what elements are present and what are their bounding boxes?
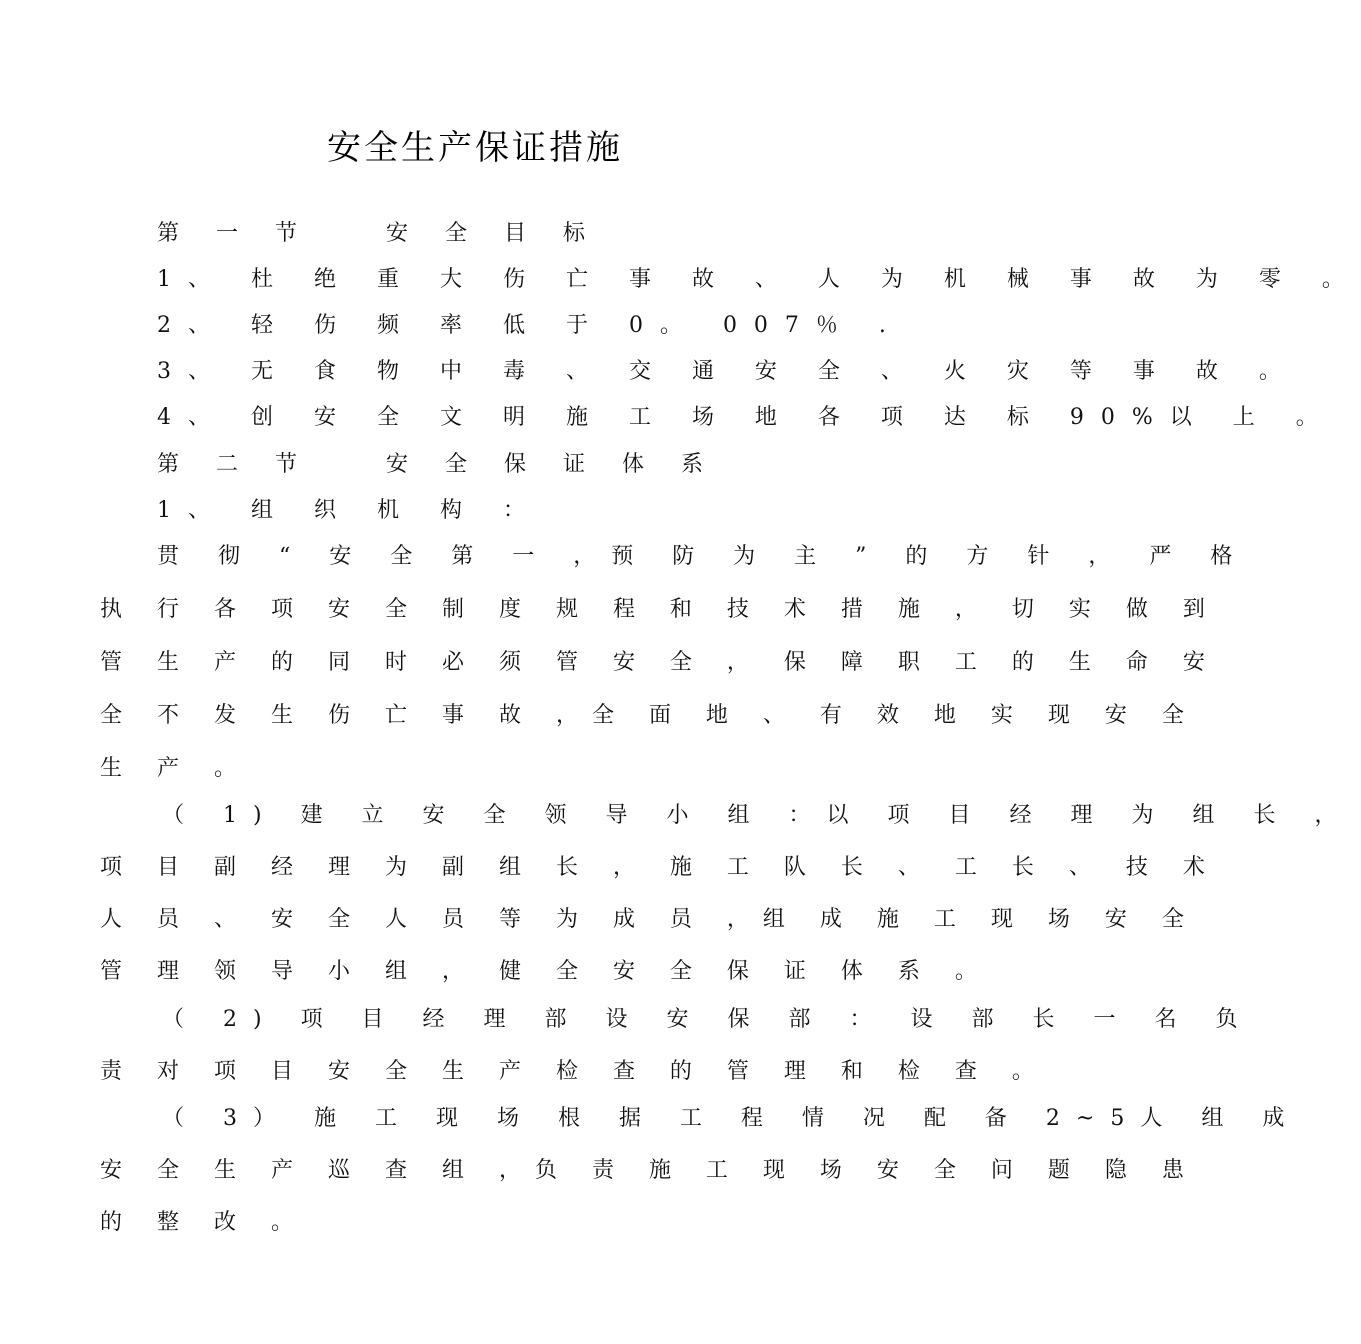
paragraph-line: 人 员 、 安 全 人 员 等 为 成 员 ，组 成 施 工 现 场 安 全 xyxy=(100,907,1198,932)
paragraph-line: 的 整 改 。 xyxy=(100,1210,307,1235)
goal-item-1: 1、 杜 绝 重 大 伤 亡 事 故 、 人 为 机 械 事 故 为 零 。 xyxy=(157,267,1361,292)
paragraph-line: 安 全 生 产 巡 查 组 ，负 责 施 工 现 场 安 全 问 题 隐 患 xyxy=(100,1158,1198,1183)
paragraph-line: 责 对 项 目 安 全 生 产 检 查 的 管 理 和 检 查 。 xyxy=(100,1059,1048,1084)
paragraph-line: （ 1) 建 立 安 全 领 导 小 组 ：以 项 目 经 理 为 组 长 ， xyxy=(162,803,1353,828)
paragraph-line: （ 3） 施 工 现 场 根 据 工 程 情 况 配 备 2~5人 组 成 xyxy=(162,1106,1301,1131)
document-title: 安全生产保证措施 xyxy=(327,128,623,168)
paragraph-line: 全 不 发 生 伤 亡 事 故 ，全 面 地 、 有 效 地 实 现 安 全 xyxy=(100,703,1198,728)
paragraph-line: 项 目 副 经 理 为 副 组 长 ， 施 工 队 长 、 工 长 、 技 术 xyxy=(100,855,1219,880)
section-heading-1: 第 一 节 安 全 目 标 xyxy=(157,221,600,246)
paragraph-line: 管 生 产 的 同 时 必 须 管 安 全 ， 保 障 职 工 的 生 命 安 xyxy=(100,650,1219,675)
paragraph-line: 贯 彻 “ 安 全 第 一 ，预 防 为 主 ” 的 方 针 ， 严 格 xyxy=(157,544,1249,569)
paragraph-line: 执 行 各 项 安 全 制 度 规 程 和 技 术 措 施 ， 切 实 做 到 xyxy=(100,597,1219,622)
goal-item-4: 4、 创 安 全 文 明 施 工 场 地 各 项 达 标 90%以 上 。 xyxy=(157,405,1335,430)
goal-item-3: 3、 无 食 物 中 毒 、 交 通 安 全 、 火 灾 等 事 故 。 xyxy=(157,359,1298,384)
paragraph-line: 管 理 领 导 小 组 ， 健 全 安 全 保 证 体 系 。 xyxy=(100,959,991,984)
paragraph-line: （ 2) 项 目 经 理 部 设 安 保 部 ： 设 部 长 一 名 负 xyxy=(162,1007,1254,1032)
paragraph-line: 生 产 。 xyxy=(100,756,250,781)
section-heading-2: 第 二 节 安 全 保 证 体 系 xyxy=(157,452,718,477)
subsection-heading: 1、 组 织 机 构 ： xyxy=(157,498,542,523)
goal-item-2: 2、 轻 伤 频 率 低 于 0。 007％ . xyxy=(157,313,903,338)
